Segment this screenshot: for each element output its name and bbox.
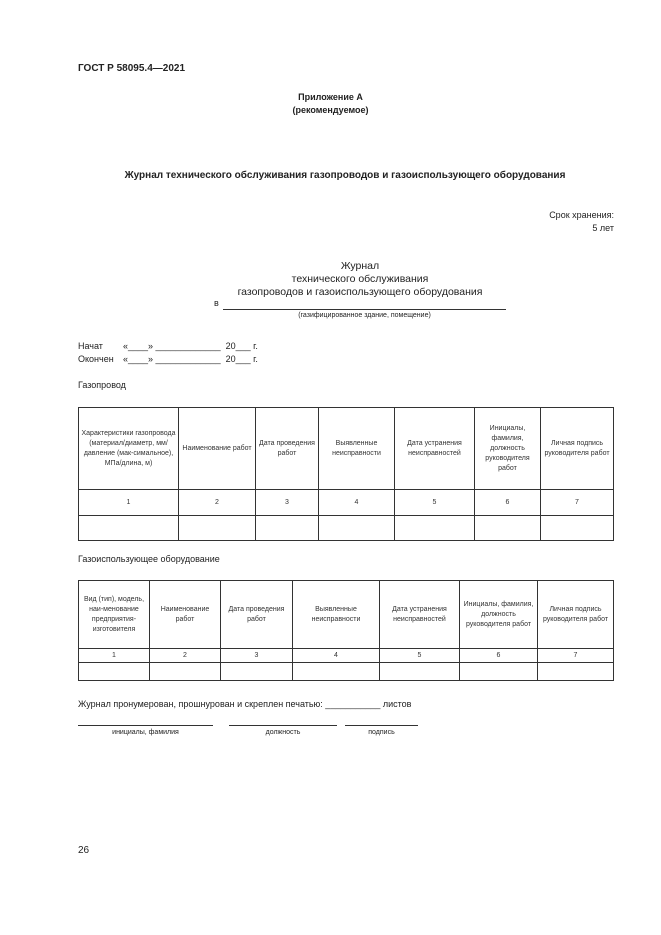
table2-header-faults: Выявленные неисправности <box>293 581 380 649</box>
table2-header-work-name: Наименование работ <box>150 581 221 649</box>
table2-empty-cell <box>150 663 221 681</box>
signature-line-signature <box>345 725 418 726</box>
table1-col-number: 2 <box>179 490 256 516</box>
storage-value: 5 лет <box>592 223 614 233</box>
table1-col-number: 5 <box>395 490 475 516</box>
appendix-note: (рекомендуемое) <box>292 105 369 115</box>
table1-col-number: 4 <box>319 490 395 516</box>
building-caption: (газифицированное здание, помещение) <box>298 312 431 319</box>
table1-header-manager: Инициалы, фамилия, должность руководителя работ <box>475 408 541 490</box>
table1-header-fix-date: Дата устранения неисправностей <box>395 408 475 490</box>
gas-pipeline-table <box>78 407 614 541</box>
table2-header-fix-date: Дата устранения неисправностей <box>380 581 460 649</box>
sig-caption-name: инициалы, фамилия <box>112 729 179 736</box>
signature-line-position <box>229 725 337 726</box>
journal-title-line1: Журнал <box>340 260 380 272</box>
table2-col-number: 2 <box>150 649 221 663</box>
signature-line-name <box>78 725 213 726</box>
started-label: Начат <box>78 341 103 351</box>
journal-statement: Журнал пронумерован, прошнурован и скреплен печатью: ___________ листов <box>78 699 412 709</box>
table1-col-number: 3 <box>256 490 319 516</box>
table2-header-model: Вид (тип), модель, наи-менование предприятия-изготовителя <box>79 581 150 649</box>
table1-empty-cell <box>319 516 395 541</box>
journal-title-line3: газопроводов и газоиспользующего оборудования <box>237 286 483 298</box>
sig-caption-position: должность <box>265 729 301 736</box>
table2-col-number: 4 <box>293 649 380 663</box>
table2-empty-cell <box>380 663 460 681</box>
table2-empty-cell <box>460 663 538 681</box>
table2-empty-cell <box>538 663 614 681</box>
table2-empty-cell <box>293 663 380 681</box>
document-title: Журнал технического обслуживания газопроводов и газоиспользующего оборудования <box>124 170 566 181</box>
table2-col-number: 3 <box>221 649 293 663</box>
table2-header-manager: Инициалы, фамилия, должность руководителя работ <box>460 581 538 649</box>
table2-col-number: 5 <box>380 649 460 663</box>
section-gas-pipeline-title: Газопровод <box>78 380 126 390</box>
building-blank <box>223 309 506 310</box>
table2-col-number: 6 <box>460 649 538 663</box>
ended-label: Окончен <box>78 354 114 364</box>
table1-empty-cell <box>395 516 475 541</box>
table2-header-signature: Личная подпись руководителя работ <box>538 581 614 649</box>
table1-empty-cell <box>79 516 179 541</box>
journal-title-line2: технического обслуживания <box>291 273 429 285</box>
table1-empty-cell <box>541 516 614 541</box>
table1-empty-cell <box>179 516 256 541</box>
page-number: 26 <box>78 845 90 856</box>
sig-caption-signature: подпись <box>368 729 395 736</box>
table1-col-number: 7 <box>541 490 614 516</box>
table1-col-number: 1 <box>79 490 179 516</box>
storage-period <box>549 209 614 235</box>
equipment-table <box>78 580 614 681</box>
ended-value: «____» _____________ 20___ г. <box>123 354 258 364</box>
table1-header-characteristics: Характеристики газопровода (материал/диаметр, мм/давление (мак-симальное), МПа/длина, м) <box>79 408 179 490</box>
section-equipment-title: Газоиспользующее оборудование <box>78 554 220 564</box>
appendix-title: Приложение А <box>298 92 363 102</box>
standard-header: ГОСТ Р 58095.4—2021 <box>78 63 186 74</box>
table2-empty-cell <box>221 663 293 681</box>
table2-col-number: 1 <box>79 649 150 663</box>
table1-empty-cell <box>256 516 319 541</box>
table2-col-number: 7 <box>538 649 614 663</box>
table1-empty-cell <box>475 516 541 541</box>
table1-header-work-name: Наименование работ <box>179 408 256 490</box>
table2-header-work-date: Дата проведения работ <box>221 581 293 649</box>
table2-empty-cell <box>79 663 150 681</box>
started-value: «____» _____________ 20___ г. <box>123 341 258 351</box>
table1-header-work-date: Дата проведения работ <box>256 408 319 490</box>
table1-header-faults: Выявленные неисправности <box>319 408 395 490</box>
table1-header-signature: Личная подпись руководителя работ <box>541 408 614 490</box>
in-prefix: в <box>214 298 219 308</box>
storage-label: Срок хранения: <box>549 210 614 220</box>
table1-col-number: 6 <box>475 490 541 516</box>
